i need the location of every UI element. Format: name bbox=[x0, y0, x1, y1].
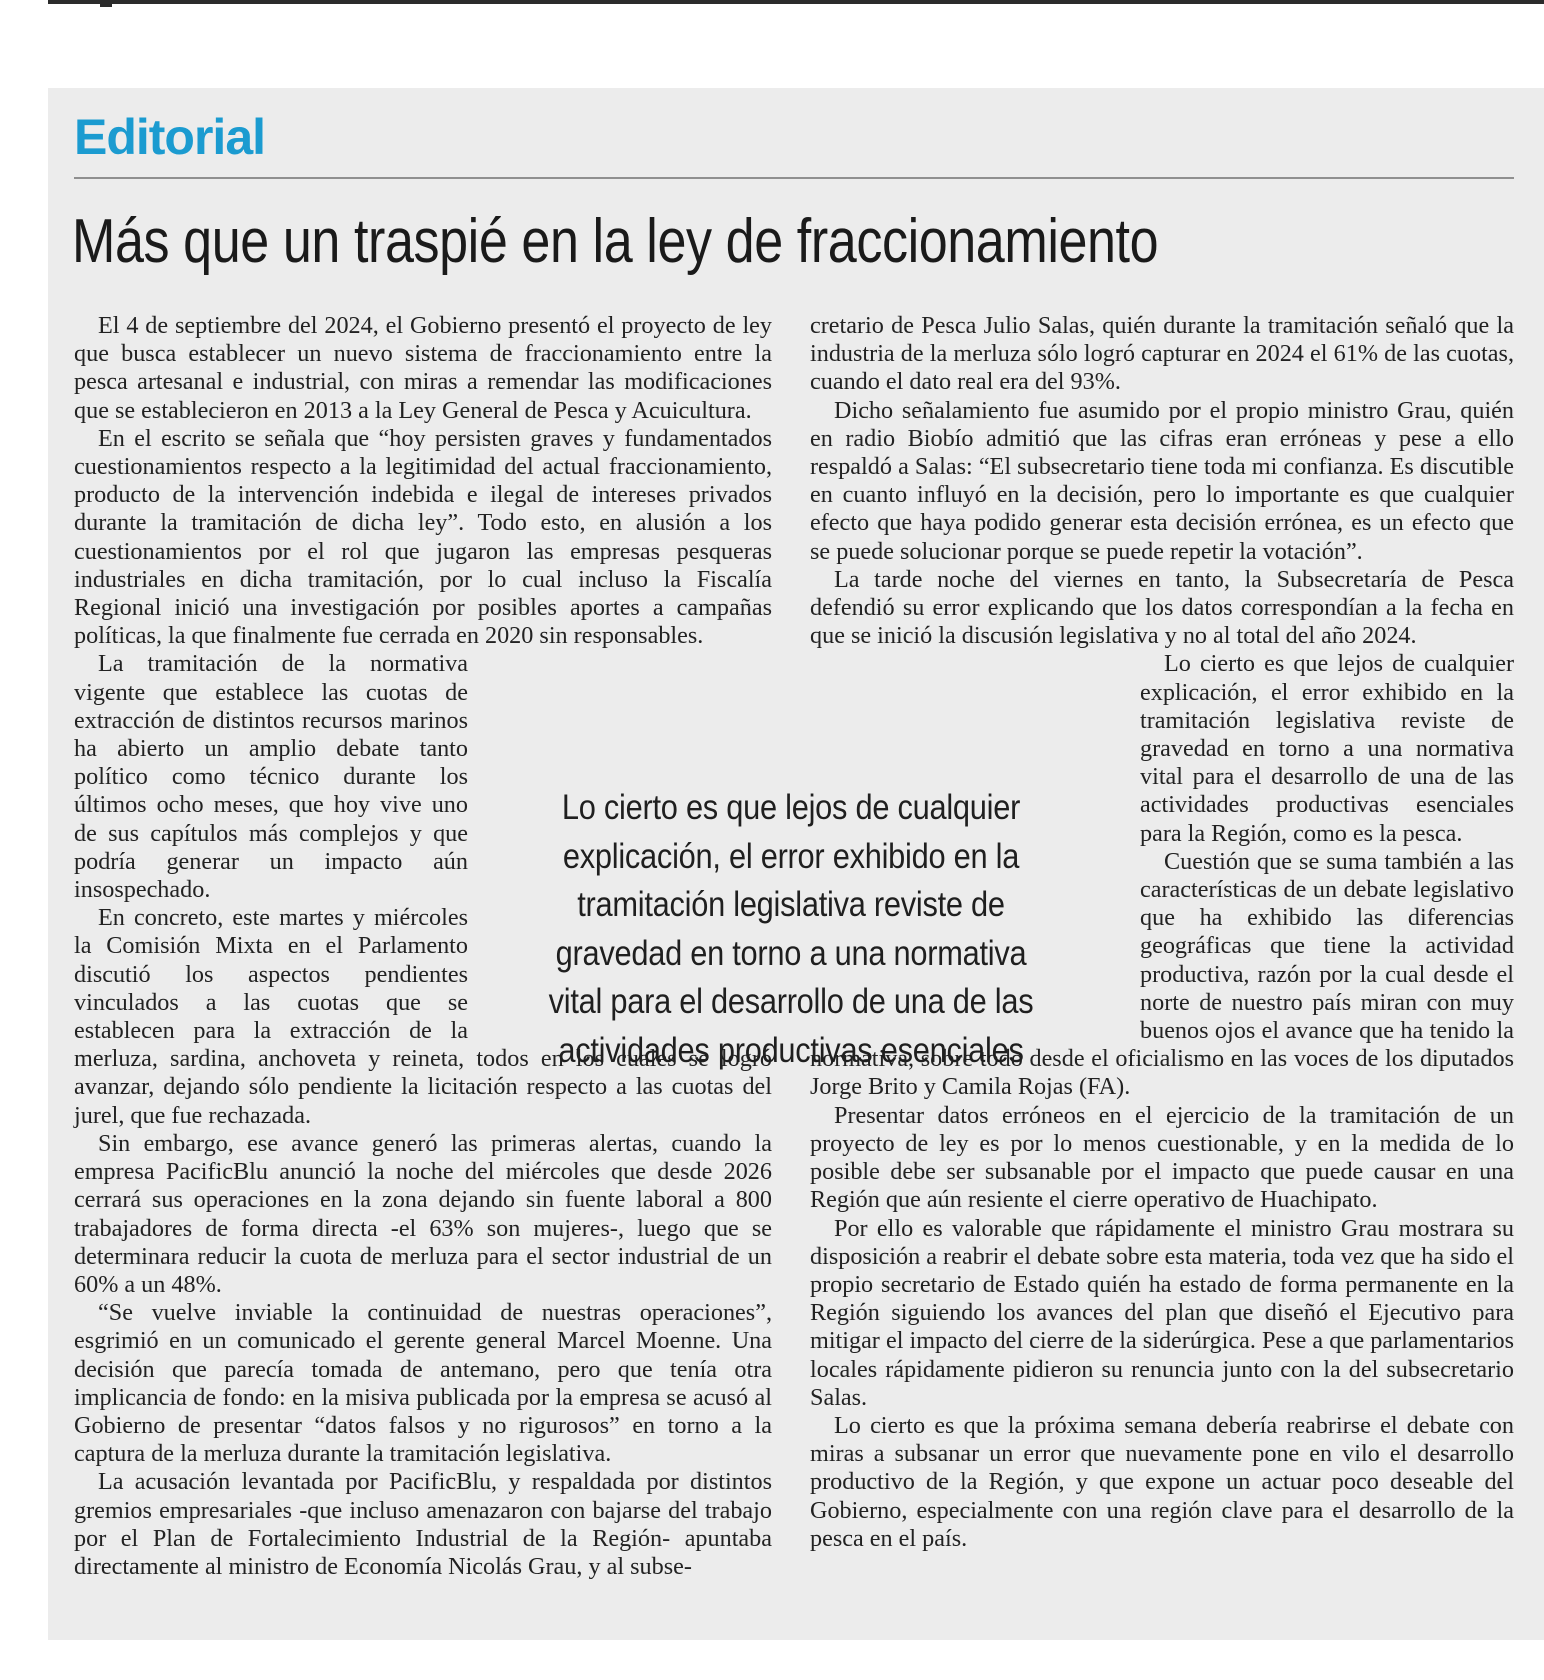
paragraph: La tramitación de la normativa vigente que establece las cuotas de extracción de distintos recursos marinos ha abierto un amplio debate tanto político como técnico durante los últimos ocho meses, que hoy vive uno de sus capítulos más complejos y que podría generar un impacto aún insospechado. bbox=[74, 650, 468, 904]
paragraph: Lo cierto es que lejos de cualquier explicación, el error exhibido en la tramitación legislativa reviste de gravedad en torno a una normativa vital para el desarrollo de una de las actividades productivas esenciales para la Región, como es la pesca. bbox=[1140, 650, 1514, 847]
paragraph: Dicho señalamiento fue asumido por el propio ministro Grau, quién en radio Biobío admitió que las cifras eran erróneas y pese a ello respaldó a Salas: “El subsecretario tiene toda mi confianza. Es discutible en cuanto influyó en la decisión, pero lo importante es que cualquier efecto que haya podido generar esta decisión errónea, es un efecto que se puede solucionar porque se puede repetir la votación”. bbox=[810, 396, 1514, 565]
section-divider bbox=[74, 177, 1514, 179]
paragraph: “Se vuelve inviable la continuidad de nuestras operaciones”, esgrimió en un comunicado el gerente general Marcel Moenne. Una decisión que parecía tomada de antemano, pero que tenía otra implicancia de fondo: en la misiva publicada por la empresa se acusó al Gobierno de presentar “datos falsos y no rigurosos” en torno a la captura de la merluza durante la tramitación legislativa. bbox=[74, 1299, 772, 1468]
paragraph: La acusación levantada por PacificBlu, y respaldada por distintos gremios empresariales -que incluso amenazaron con bajarse del trabajo por el Plan de Fortalecimiento Industrial de la Región- apuntaba directamente al ministro de Economía Nicolás Grau, y al subse- bbox=[74, 1468, 772, 1580]
top-border-tab bbox=[100, 0, 112, 7]
paragraph: En concreto, este martes y miércoles la Comisión Mixta en el Parlamento discutió los aspectos pendientes vinculados a las cuotas que se establecen para la extracción de la merluza, sardina, anchoveta y reineta, todos en los cuales se logró avanzar, dejando sólo pendiente la licitación respecto a las cuotas del jurel, que fue rechazada. bbox=[74, 904, 772, 1129]
paragraph: Cuestión que se suma también a las características de un debate legislativo que ha exhibido las diferencias geográficas que tiene la actividad productiva, razón por la cual desde el norte de nuestro país miran con muy buenos ojos el avance que ha tenido la normativa, sobre todo desde el oficialismo en las voces de los diputados Jorge Brito y Camila Rojas (FA). bbox=[810, 847, 1514, 1101]
paragraph: Por ello es valorable que rápidamente el ministro Grau mostrara su disposición a reabrir el debate sobre esta materia, toda vez que ha sido el propio secretario de Estado quién ha estado de forma permanente en la Región siguiendo los avances del plan que diseñó el Ejecutivo para mitigar el impacto del cierre de la siderúrgica. Pese a que parlamentarios locales rápidamente pidieron su renuncia junto con la del subsecretario Salas. bbox=[810, 1214, 1514, 1411]
paragraph: En el escrito se señala que “hoy persisten graves y fundamentados cuestionamientos respecto a la legitimidad del actual fraccionamiento, producto de la intervención indebida e ilegal de intereses privados durante la tramitación de dicha ley”. Todo esto, en alusión a los cuestionamientos por el rol que jugaron las empresas pesqueras industriales en dicha tramitación, por lo cual incluso la Fiscalía Regional inició una investigación por posibles aportes a campañas políticas, la que finalmente fue cerrada en 2020 sin responsables. bbox=[74, 424, 772, 650]
paragraph: Sin embargo, ese avance generó las primeras alertas, cuando la empresa PacificBlu anunció la noche del miércoles que desde 2026 cerrará sus operaciones en la zona dejando sin fuente laboral a 800 trabajadores de forma directa -el 63% son mujeres-, luego que se determinara reducir la cuota de merluza para el sector industrial de un 60% a un 48%. bbox=[74, 1129, 772, 1298]
paragraph: Presentar datos erróneos en el ejercicio de la tramitación de un proyecto de ley es por lo menos cuestionable, y en la medida de lo posible debe ser subsanable por el impacto que puede causar en una Región que aún resiente el cierre operativo de Huachipato. bbox=[810, 1101, 1514, 1214]
paragraph: La tarde noche del viernes en tanto, la Subsecretaría de Pesca defendió su error explicando que los datos correspondían a la fecha en que se inició la discusión legislativa y no al total del año 2024. bbox=[810, 565, 1514, 650]
paragraph: Lo cierto es que la próxima semana debería reabrirse el debate con miras a subsanar un error que nuevamente pone en vilo el desarrollo productivo de la Región, y que expone un actuar poco deseable del Gobierno, especialmente con una región clave para el desarrollo de la pesca en el país. bbox=[810, 1411, 1514, 1552]
headline: Más que un traspié en la ley de fraccionamiento bbox=[72, 207, 1159, 276]
paragraph: El 4 de septiembre del 2024, el Gobierno presentó el proyecto de ley que busca establecer un nuevo sistema de fraccionamiento entre la pesca artesanal e industrial, con miras a remendar las modificaciones que se establecieron en 2013 a la Ley General de Pesca y Acuicultura. bbox=[74, 312, 772, 424]
paragraph: cretario de Pesca Julio Salas, quién durante la tramitación señaló que la industria de la merluza sólo logró capturar en 2024 el 61% de las cuotas, cuando el dato real era del 93%. bbox=[810, 312, 1514, 396]
section-label: Editorial bbox=[74, 109, 266, 165]
top-border-rule bbox=[48, 0, 1544, 4]
pull-quote: Lo cierto es que lejos de cualquier explicación, el error exhibido en la tramitación legislativa reviste de gravedad en torno a una normativa vital para el desarrollo de una de las actividades productivas esenciales bbox=[548, 788, 1034, 1070]
